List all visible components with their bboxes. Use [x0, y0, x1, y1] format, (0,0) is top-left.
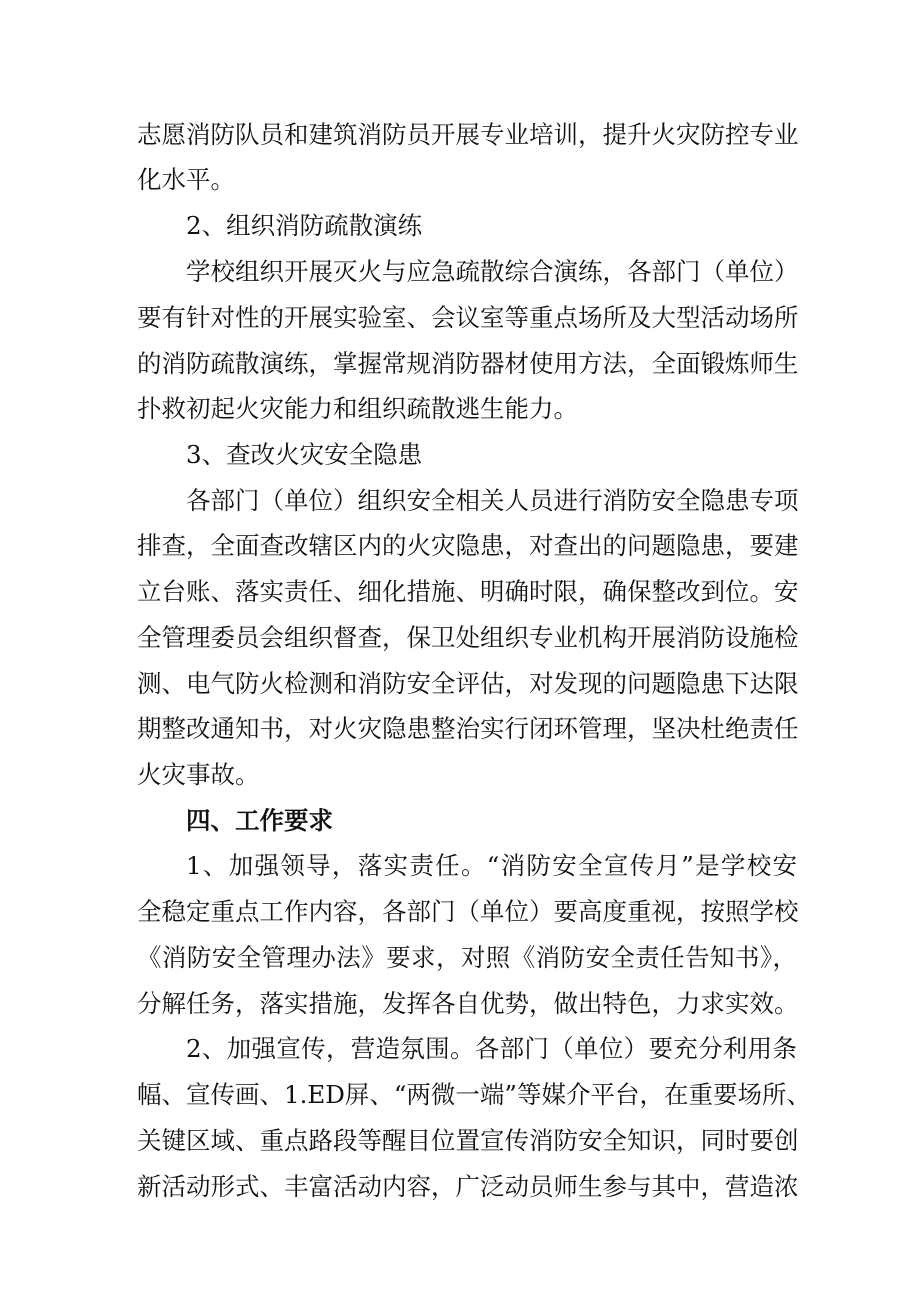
text-line-19: 《消防安全管理办法》要求，对照《消防安全责任告知书》，: [137, 943, 797, 972]
text-line-14: 期整改通知书，对火灾隐患整治实行闭环管理，坚决杜绝责任: [137, 714, 799, 743]
text-line-13: 测、电气防火检测和消防安全评估，对发现的问题隐患下达限: [137, 669, 799, 698]
section-heading-3: 3、查改火灾安全隐患: [186, 440, 423, 469]
text-line-11: 立台账、落实责任、细化措施、明确时限，确保整改到位。安: [137, 577, 799, 606]
text-line-4: 学校组织开展灭火与应急疏散综合演练，各部门（单位）: [186, 257, 799, 286]
text-line-20: 分解任务，落实措施，发挥各自优势，做出特色，力求实效。: [137, 989, 799, 1018]
text-line-15: 火灾事故。: [137, 760, 260, 789]
text-line-12: 全管理委员会组织督查，保卫处组织专业机构开展消防设施检: [137, 623, 799, 652]
section-heading-2: 2、组织消防疏散演练: [186, 211, 423, 240]
text-line-24: 新活动形式、丰富活动内容，广泛动员师生参与其中，营造浓: [137, 1172, 799, 1201]
text-line-7: 扑救初起火灾能力和组织疏散逃生能力。: [137, 394, 578, 423]
text-line-2: 化水平。: [137, 165, 235, 194]
text-line-18: 全稳定重点工作内容，各部门（单位）要高度重视，按照学校: [137, 897, 799, 926]
text-line-1: 志愿消防队员和建筑消防员开展专业培训，提升火灾防控专业: [137, 120, 799, 149]
text-line-23: 关键区域、重点路段等醒目位置宣传消防安全知识，同时要创: [137, 1126, 799, 1155]
text-line-6: 的消防疏散演练，掌握常规消防器材使用方法，全面锻炼师生: [137, 349, 799, 378]
text-line-22: 幅、宣传画、1.ED屏、“两微一端”等媒介平台，在重要场所、: [137, 1080, 811, 1109]
text-line-5: 要有针对性的开展实验室、会议室等重点场所及大型活动场所: [137, 303, 799, 332]
text-line-17: 1、加强领导，落实责任。“消防安全宣传月”是学校安: [186, 851, 797, 880]
chapter-heading-work-requirements: 四、工作要求: [186, 806, 333, 835]
text-line-21: 2、加强宣传，营造氛围。各部门（单位）要充分利用条: [186, 1034, 797, 1063]
text-line-9: 各部门（单位）组织安全相关人员进行消防安全隐患专项: [186, 486, 799, 515]
text-line-10: 排查，全面查改辖区内的火灾隐患，对查出的问题隐患，要建: [137, 531, 799, 560]
